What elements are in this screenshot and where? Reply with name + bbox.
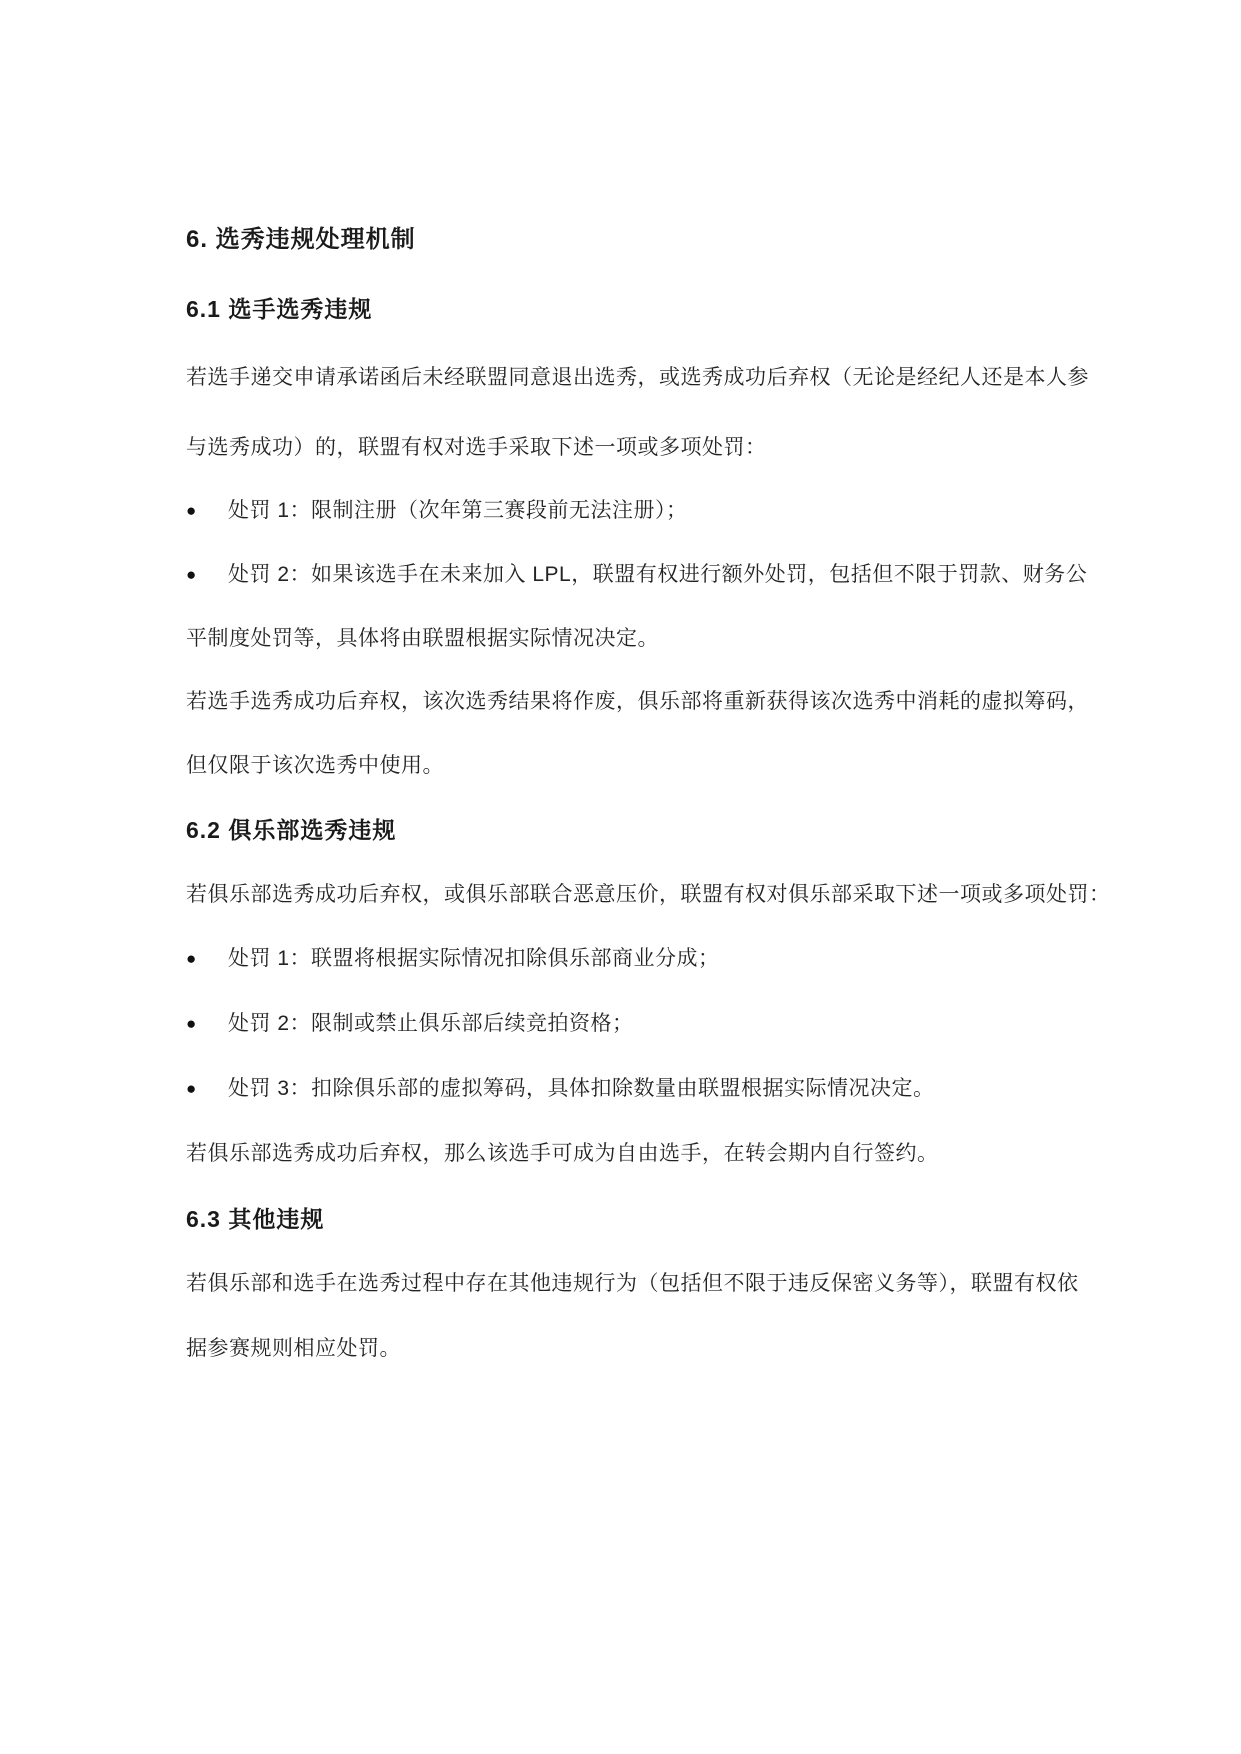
bullet-text: 处罚 2：如果该选手在未来加入 LPL，联盟有权进行额外处罚，包括但不限于罚款、财务公 bbox=[228, 563, 1088, 586]
bullet-text: 处罚 1：限制注册（次年第三赛段前无法注册）； bbox=[228, 499, 688, 522]
bullet-item bbox=[186, 561, 1087, 589]
bullet-item bbox=[186, 945, 720, 973]
bullet-icon: ● bbox=[186, 1014, 197, 1033]
bullet-item bbox=[186, 497, 688, 525]
document-heading: 6. 选秀违规处理机制 bbox=[186, 226, 416, 253]
paragraph-line: 若选手递交申请承诺函后未经联盟同意退出选秀，或选秀成功后弃权（无论是经纪人还是本人参 bbox=[186, 366, 1089, 389]
bullet-continuation-line: 平制度处罚等，具体将由联盟根据实际情况决定。 bbox=[186, 627, 659, 650]
paragraph-line: 若选手选秀成功后弃权，该次选秀结果将作废，俱乐部将重新获得该次选秀中消耗的虚拟筹码， bbox=[186, 690, 1089, 713]
paragraph-line: 若俱乐部选秀成功后弃权，或俱乐部联合恶意压价，联盟有权对俱乐部采取下述一项或多项处罚： bbox=[186, 883, 1111, 906]
paragraph-line: 若俱乐部选秀成功后弃权，那么该选手可成为自由选手，在转会期内自行签约。 bbox=[186, 1142, 939, 1165]
bullet-icon: ● bbox=[186, 949, 197, 968]
paragraph-line: 与选秀成功）的，联盟有权对选手采取下述一项或多项处罚： bbox=[186, 436, 767, 459]
bullet-text: 处罚 1：联盟将根据实际情况扣除俱乐部商业分成； bbox=[228, 947, 720, 970]
section-title-6-3: 6.3 其他违规 bbox=[186, 1206, 325, 1232]
bullet-text: 处罚 3：扣除俱乐部的虚拟筹码，具体扣除数量由联盟根据实际情况决定。 bbox=[228, 1077, 935, 1100]
paragraph-line: 若俱乐部和选手在选秀过程中存在其他违规行为（包括但不限于违反保密义务等），联盟有权依 bbox=[186, 1272, 1079, 1295]
bullet-item bbox=[186, 1075, 935, 1103]
bullet-item bbox=[186, 1010, 634, 1038]
bullet-icon: ● bbox=[186, 1079, 197, 1098]
bullet-text: 处罚 2：限制或禁止俱乐部后续竞拍资格； bbox=[228, 1012, 634, 1035]
section-title-6-2: 6.2 俱乐部选秀违规 bbox=[186, 817, 397, 843]
bullet-icon: ● bbox=[186, 501, 197, 520]
paragraph-line: 据参赛规则相应处罚。 bbox=[186, 1337, 401, 1360]
paragraph-line: 但仅限于该次选秀中使用。 bbox=[186, 754, 444, 777]
section-title-6-1: 6.1 选手选秀违规 bbox=[186, 296, 373, 322]
bullet-icon: ● bbox=[186, 565, 197, 584]
